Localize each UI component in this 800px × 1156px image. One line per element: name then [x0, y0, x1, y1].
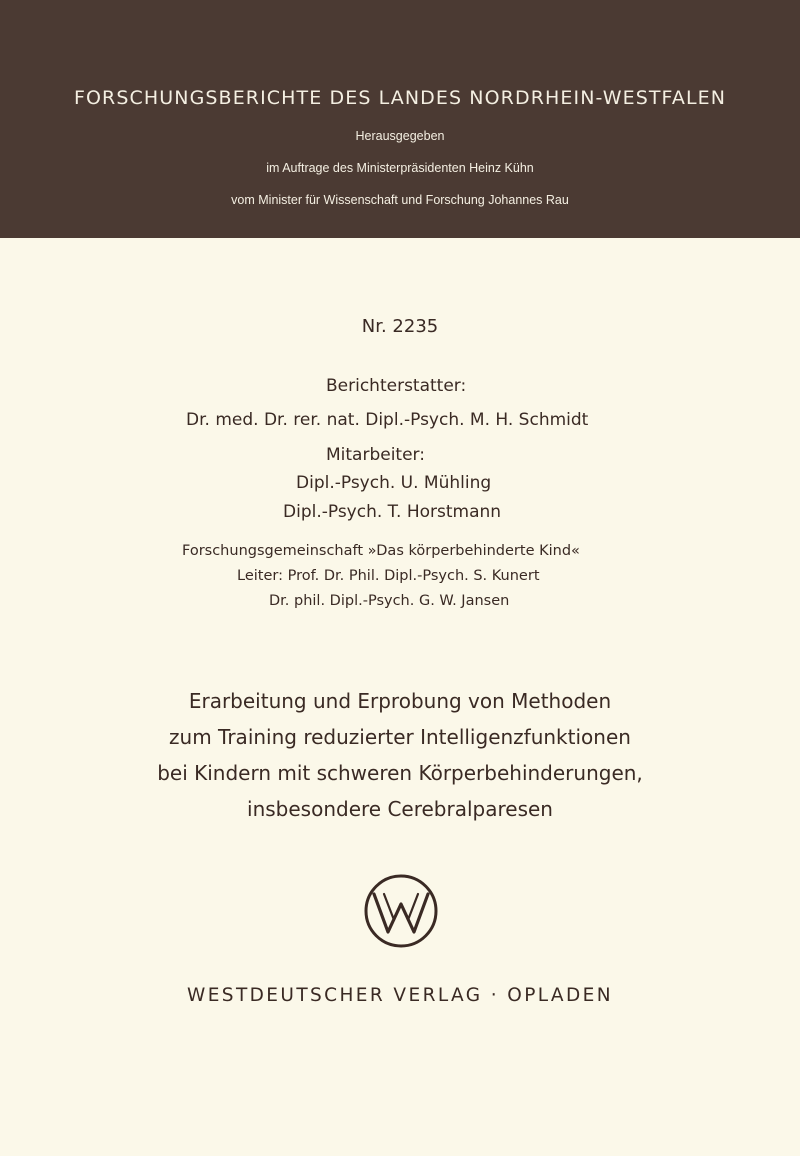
title-line: Erarbeitung und Erprobung von Methoden — [188, 689, 612, 713]
series-title: FORSCHUNGSBERICHTE DES LANDES NORDRHEIN-WESTFALEN — [73, 87, 727, 109]
staff-member: Dipl.-Psych. T. Horstmann — [283, 502, 502, 522]
book-title — [0, 683, 800, 827]
research-group-leader: Leiter: Prof. Dr. Phil. Dipl.-Psych. S. Kunert — [237, 568, 540, 584]
title-line: insbesondere Cerebralparesen — [247, 797, 553, 821]
header-band — [0, 0, 800, 238]
reporter-label: Berichterstatter: — [326, 376, 467, 396]
publisher-logo — [362, 872, 440, 950]
report-number: Nr. 2235 — [361, 316, 439, 337]
title-line: zum Training reduzierter Intelligenzfunktionen — [169, 725, 631, 749]
staff-member: Dipl.-Psych. U. Mühling — [296, 473, 492, 493]
research-group-name: Forschungsgemeinschaft »Das körperbehinderte Kind« — [182, 543, 580, 559]
staff-label: Mitarbeiter: — [326, 445, 425, 465]
research-group-leader: Dr. phil. Dipl.-Psych. G. W. Jansen — [269, 593, 510, 609]
reporter-name: Dr. med. Dr. rer. nat. Dipl.-Psych. M. H. Schmidt — [186, 410, 589, 430]
publisher-name: WESTDEUTSCHER VERLAG · OPLADEN — [187, 985, 613, 1006]
commissioned-by: im Auftrage des Ministerpräsidenten Heinz Kühn — [266, 161, 534, 175]
published-by: Herausgegeben — [355, 129, 445, 143]
minister-line: vom Minister für Wissenschaft und Forschung Johannes Rau — [231, 193, 569, 207]
title-line: bei Kindern mit schweren Körperbehinderungen, — [157, 761, 643, 785]
